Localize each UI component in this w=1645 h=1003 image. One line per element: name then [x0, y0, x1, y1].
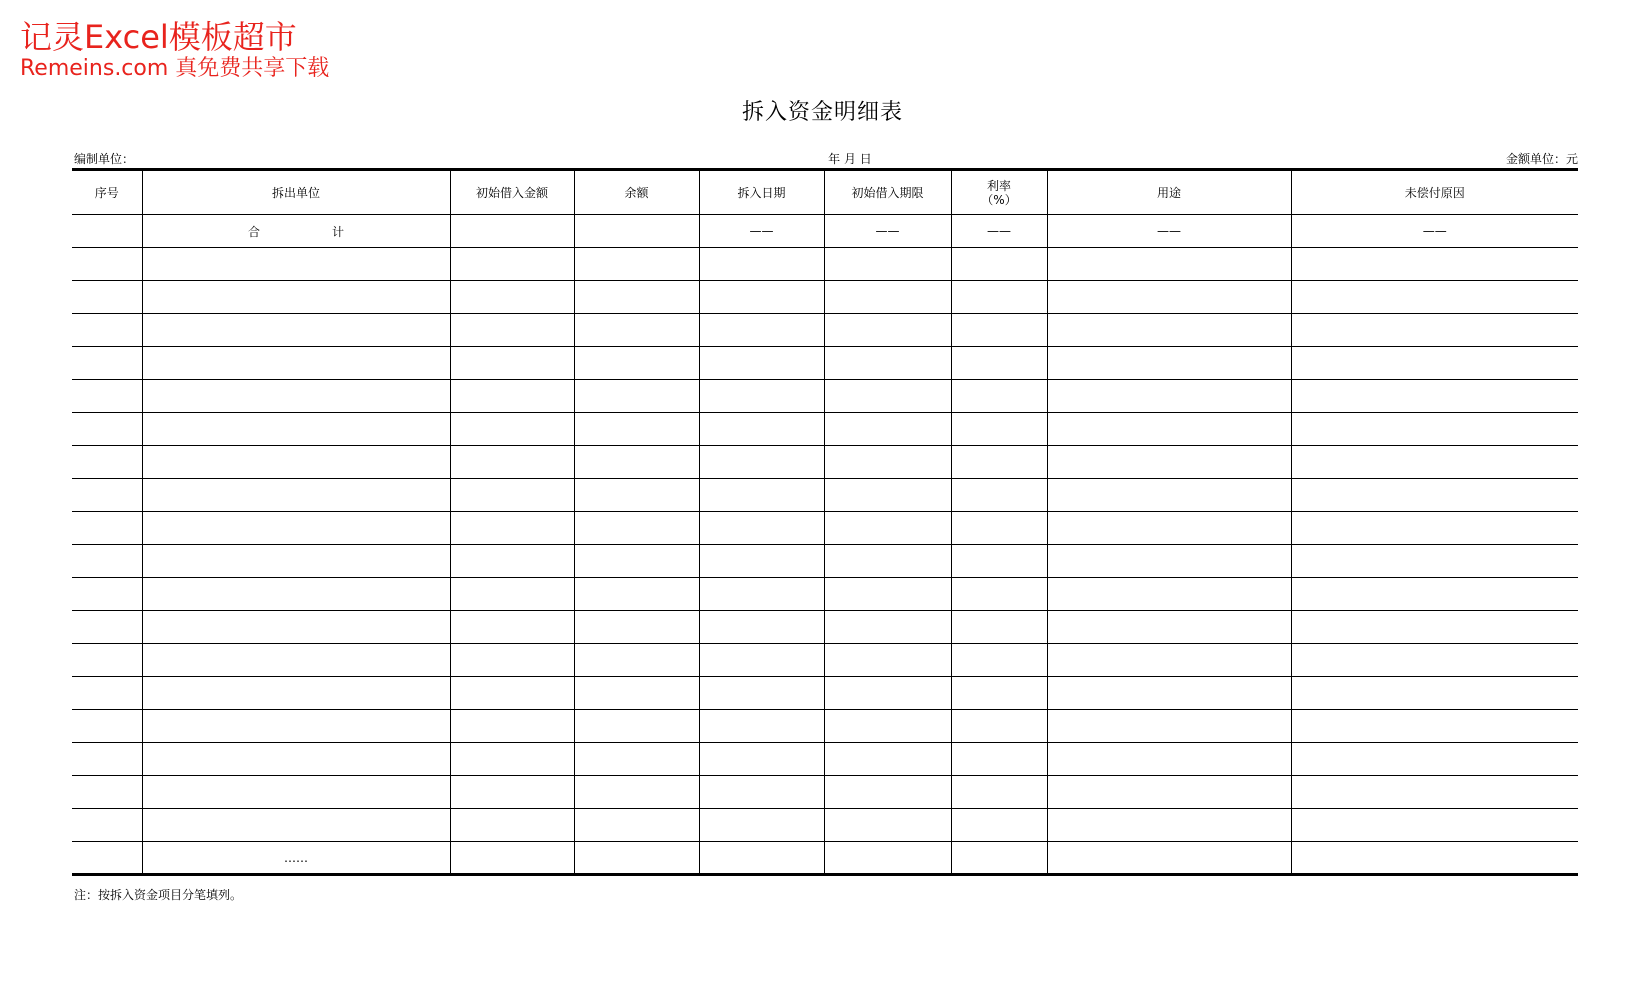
- table-cell: [1047, 578, 1291, 611]
- table-cell: [574, 413, 699, 446]
- table-cell: [72, 776, 142, 809]
- table-cell: [142, 545, 450, 578]
- table-cell: [1047, 677, 1291, 710]
- table-cell: [574, 677, 699, 710]
- header-unpaid-reason: 未偿付原因: [1291, 170, 1578, 215]
- table-cell: [1047, 809, 1291, 842]
- table-cell: [72, 842, 142, 875]
- table-cell: [72, 743, 142, 776]
- table-cell: [699, 380, 824, 413]
- table-row: [72, 644, 1578, 677]
- table-cell: [574, 479, 699, 512]
- table-cell: [574, 611, 699, 644]
- table-cell: [450, 578, 574, 611]
- table-cell: [699, 479, 824, 512]
- table-cell: [1291, 611, 1578, 644]
- table-cell: [450, 281, 574, 314]
- table-cell: [142, 281, 450, 314]
- footnote: 注：按拆入资金项目分笔填列。: [74, 888, 243, 902]
- table-cell: [1047, 644, 1291, 677]
- table-cell: [699, 512, 824, 545]
- table-cell: [1047, 248, 1291, 281]
- table-cell: [699, 578, 824, 611]
- table-cell: [1047, 314, 1291, 347]
- watermark-logo: [20, 18, 329, 82]
- header-interest-rate-label: 利率: [986, 178, 1011, 193]
- table-cell: [1291, 578, 1578, 611]
- table-cell: [699, 710, 824, 743]
- table-cell: [574, 347, 699, 380]
- table-cell: [574, 248, 699, 281]
- table-cell: [450, 314, 574, 347]
- ellipsis-cell: ……: [142, 842, 450, 875]
- table-cell: [951, 743, 1047, 776]
- table-cell: [1047, 446, 1291, 479]
- table-cell: [1291, 248, 1578, 281]
- table-cell: [824, 743, 951, 776]
- table-cell: [574, 842, 699, 875]
- table-cell: [951, 776, 1047, 809]
- table-cell: [1047, 347, 1291, 380]
- table-cell: [1047, 545, 1291, 578]
- table-cell: [824, 512, 951, 545]
- table-cell: [951, 710, 1047, 743]
- table-cell: [72, 578, 142, 611]
- total-label-cell: [142, 215, 450, 248]
- table-cell: [450, 644, 574, 677]
- table-cell: [1291, 446, 1578, 479]
- table-cell: [951, 314, 1047, 347]
- table-row: [72, 380, 1578, 413]
- total-purpose-dash: ——: [1047, 215, 1291, 248]
- table-cell: [574, 578, 699, 611]
- table-cell: [142, 248, 450, 281]
- table-cell: [450, 842, 574, 875]
- table-cell: [1291, 545, 1578, 578]
- table-cell: [824, 314, 951, 347]
- header-seq-no: 序号: [72, 170, 142, 215]
- table-cell: [1291, 479, 1578, 512]
- table-cell: [699, 611, 824, 644]
- table-cell: [72, 380, 142, 413]
- table-cell: [824, 413, 951, 446]
- table-cell: [574, 644, 699, 677]
- table-cell: [142, 413, 450, 446]
- detail-table: [72, 168, 1578, 876]
- table-cell: [142, 710, 450, 743]
- table-cell: [951, 677, 1047, 710]
- total-label-left: 合: [247, 224, 260, 239]
- table-row: [72, 743, 1578, 776]
- total-seq-cell: [72, 215, 142, 248]
- watermark-subtitle: Remeins.com 真免费共享下载: [20, 56, 330, 81]
- table-cell: [699, 545, 824, 578]
- table-cell: [450, 413, 574, 446]
- table-cell: [72, 644, 142, 677]
- table-cell: [824, 644, 951, 677]
- table-cell: [450, 479, 574, 512]
- table-cell: [72, 281, 142, 314]
- table-cell: [1047, 611, 1291, 644]
- table-cell: [450, 611, 574, 644]
- table-cell: [142, 644, 450, 677]
- table-cell: [142, 380, 450, 413]
- page-title: 拆入资金明细表: [741, 100, 903, 125]
- table-cell: [699, 248, 824, 281]
- table-cell: [142, 578, 450, 611]
- table-cell: [699, 446, 824, 479]
- table-cell: [1291, 347, 1578, 380]
- table-cell: [142, 611, 450, 644]
- header-borrow-date: 拆入日期: [699, 170, 824, 215]
- total-interest-rate-dash: ——: [951, 215, 1047, 248]
- table-cell: [699, 809, 824, 842]
- table-cell: [72, 347, 142, 380]
- table-cell: [1291, 710, 1578, 743]
- table-cell: [824, 710, 951, 743]
- table-cell: [951, 347, 1047, 380]
- table-row: [72, 479, 1578, 512]
- total-initial-amount-cell: [450, 215, 574, 248]
- table-cell: [699, 347, 824, 380]
- table-cell: [72, 479, 142, 512]
- table-cell: [824, 809, 951, 842]
- table-cell: [951, 644, 1047, 677]
- table-cell: [450, 710, 574, 743]
- table-cell: [824, 842, 951, 875]
- table-cell: [824, 677, 951, 710]
- header-row: [72, 170, 1578, 215]
- date-label: 年 月 日: [828, 152, 872, 166]
- table-cell: [951, 380, 1047, 413]
- table-cell: [951, 842, 1047, 875]
- table-cell: [574, 809, 699, 842]
- table-cell: [951, 248, 1047, 281]
- table-cell: [1291, 809, 1578, 842]
- table-row: [72, 677, 1578, 710]
- table-row: [72, 545, 1578, 578]
- table-cell: [574, 380, 699, 413]
- table-cell: [1047, 743, 1291, 776]
- compiling-unit-label: 编制单位：: [74, 152, 135, 166]
- table-cell: [142, 347, 450, 380]
- table-cell: [1047, 776, 1291, 809]
- total-borrow-date-dash: ——: [699, 215, 824, 248]
- table-cell: [142, 677, 450, 710]
- table-cell: [951, 578, 1047, 611]
- table-cell: [72, 314, 142, 347]
- table-cell: [1291, 776, 1578, 809]
- table-cell: [574, 512, 699, 545]
- table-row: [72, 710, 1578, 743]
- table-cell: [72, 248, 142, 281]
- table-cell: [450, 776, 574, 809]
- table-cell: [450, 512, 574, 545]
- table-cell: [824, 479, 951, 512]
- table-cell: [824, 545, 951, 578]
- table-row: [72, 248, 1578, 281]
- total-row: [72, 215, 1578, 248]
- table-cell: [1047, 413, 1291, 446]
- header-initial-amount: 初始借入金额: [450, 170, 574, 215]
- table-cell: [450, 677, 574, 710]
- table-cell: [574, 743, 699, 776]
- table-cell: [1291, 512, 1578, 545]
- table-cell: [142, 743, 450, 776]
- table-cell: [824, 776, 951, 809]
- table-cell: [699, 776, 824, 809]
- table-cell: [1047, 380, 1291, 413]
- total-initial-term-dash: ——: [824, 215, 951, 248]
- table-cell: [450, 347, 574, 380]
- table-row: [72, 446, 1578, 479]
- table-cell: [1291, 677, 1578, 710]
- table-cell: [1291, 743, 1578, 776]
- table-cell: [1047, 479, 1291, 512]
- table-cell: [72, 710, 142, 743]
- table-cell: [450, 248, 574, 281]
- table-cell: [824, 281, 951, 314]
- table-row: [72, 776, 1578, 809]
- table-cell: [1291, 281, 1578, 314]
- table-row: [72, 809, 1578, 842]
- table-cell: [72, 611, 142, 644]
- table-cell: [450, 743, 574, 776]
- table-cell: [824, 248, 951, 281]
- table-cell: [1047, 842, 1291, 875]
- table-cell: [1291, 413, 1578, 446]
- header-balance: 余额: [574, 170, 699, 215]
- table-cell: [574, 281, 699, 314]
- table-row: [72, 413, 1578, 446]
- table-cell: [1047, 710, 1291, 743]
- table-cell: [699, 281, 824, 314]
- table-cell: [574, 776, 699, 809]
- table-cell: [142, 479, 450, 512]
- table-cell: [699, 314, 824, 347]
- currency-unit-label: 金额单位：元: [1505, 152, 1578, 166]
- table-cell: [72, 809, 142, 842]
- table-cell: [699, 644, 824, 677]
- header-interest-rate: [951, 170, 1047, 215]
- table-cell: [450, 809, 574, 842]
- table-cell: [574, 710, 699, 743]
- table-cell: [1047, 281, 1291, 314]
- table-row: [72, 512, 1578, 545]
- table-cell: [574, 314, 699, 347]
- header-lender: 拆出单位: [142, 170, 450, 215]
- table-cell: [450, 380, 574, 413]
- table-cell: [142, 314, 450, 347]
- header-purpose: 用途: [1047, 170, 1291, 215]
- total-balance-cell: [574, 215, 699, 248]
- table-cell: [699, 743, 824, 776]
- table-cell: [951, 545, 1047, 578]
- table-cell: [72, 677, 142, 710]
- table-cell: [72, 545, 142, 578]
- table-cell: [951, 446, 1047, 479]
- header-interest-rate-unit: （%）: [981, 192, 1017, 207]
- table-cell: [142, 776, 450, 809]
- table-cell: [1291, 380, 1578, 413]
- table-row: [72, 578, 1578, 611]
- table-cell: [824, 578, 951, 611]
- table-row: [72, 611, 1578, 644]
- table-cell: [72, 413, 142, 446]
- table-row: [72, 347, 1578, 380]
- table-cell: [142, 809, 450, 842]
- table-cell: [1047, 512, 1291, 545]
- table-cell: [72, 512, 142, 545]
- table-cell: [574, 545, 699, 578]
- table-row: [72, 314, 1578, 347]
- table-cell: [951, 512, 1047, 545]
- table-cell: [824, 446, 951, 479]
- table-cell: [951, 479, 1047, 512]
- table-cell: [951, 281, 1047, 314]
- table-cell: [450, 446, 574, 479]
- table-cell: [699, 677, 824, 710]
- table-cell: [574, 446, 699, 479]
- table-cell: [450, 545, 574, 578]
- table-row: [72, 842, 1578, 875]
- total-label-right: 计: [332, 224, 345, 239]
- table-cell: [951, 413, 1047, 446]
- table-cell: [1291, 644, 1578, 677]
- header-initial-term: 初始借入期限: [824, 170, 951, 215]
- table-cell: [951, 809, 1047, 842]
- table-cell: [824, 380, 951, 413]
- table-cell: [824, 611, 951, 644]
- table-cell: [142, 512, 450, 545]
- watermark-title: 记灵Excel模板超市: [20, 18, 297, 56]
- total-unpaid-reason-dash: ——: [1291, 215, 1578, 248]
- table-row: [72, 281, 1578, 314]
- table-cell: [1291, 842, 1578, 875]
- table-cell: [951, 611, 1047, 644]
- table-cell: [142, 446, 450, 479]
- table-cell: [699, 413, 824, 446]
- table-cell: [824, 347, 951, 380]
- table-cell: [699, 842, 824, 875]
- table-cell: [1291, 314, 1578, 347]
- table-cell: [72, 446, 142, 479]
